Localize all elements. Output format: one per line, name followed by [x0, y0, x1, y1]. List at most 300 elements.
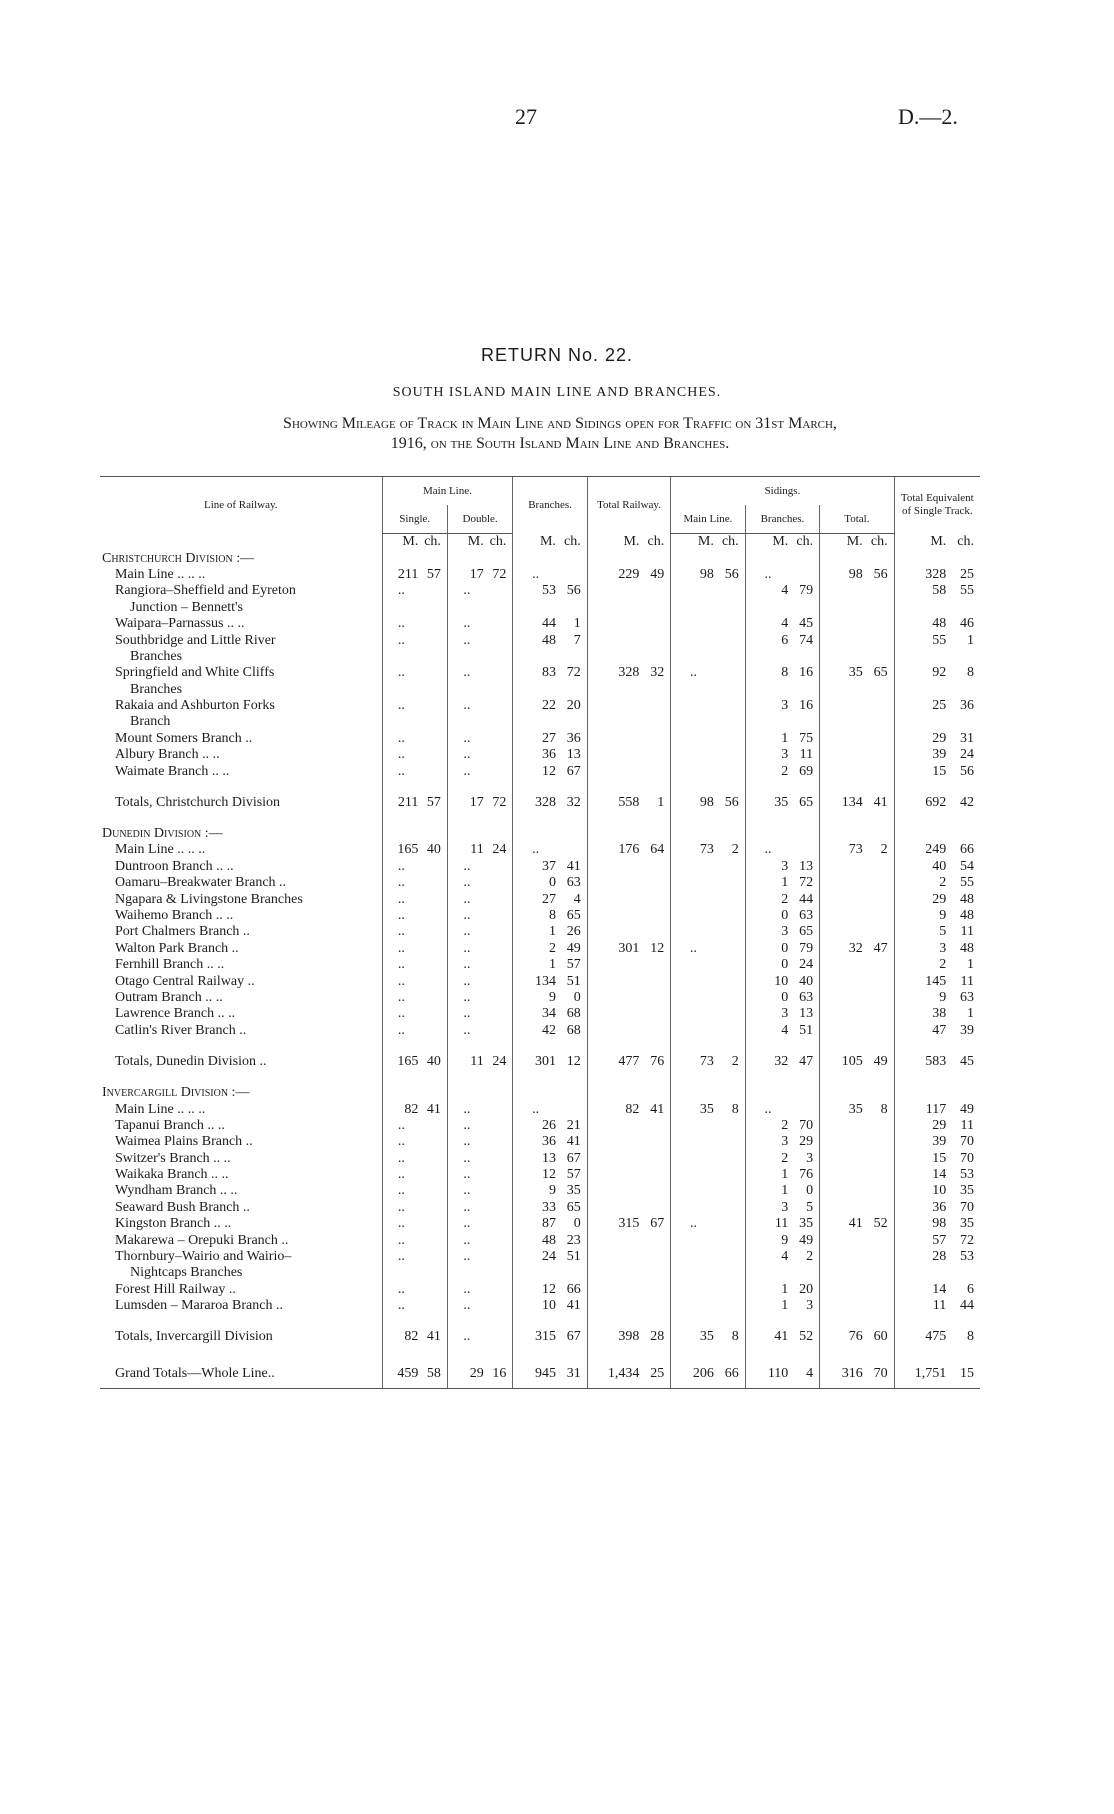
miles-cell — [382, 1314, 420, 1324]
chains-cell — [716, 1039, 745, 1049]
chains-cell: 68 — [566, 1022, 581, 1038]
miles-cell: 14 — [894, 1167, 948, 1183]
chains-cell — [865, 583, 894, 599]
miles-cell: .. — [382, 616, 420, 632]
chains-cell — [865, 1134, 894, 1150]
chains-cell — [716, 924, 745, 940]
miles-cell: .. — [671, 941, 716, 957]
chains-cell — [420, 1265, 447, 1281]
chains-cell — [486, 1167, 513, 1183]
chains-cell — [641, 747, 670, 763]
chains-cell — [486, 1134, 513, 1150]
chains-cell — [716, 1265, 745, 1281]
chains-cell: 65 — [566, 1199, 581, 1215]
chains-cell — [486, 632, 513, 648]
miles-cell: 6 — [745, 632, 790, 648]
miles-cell: 17 — [447, 567, 485, 583]
chains-cell — [716, 780, 745, 790]
line-name: Otago Central Railway .. — [115, 973, 255, 989]
chains-cell — [420, 859, 447, 875]
chains-cell — [486, 990, 513, 1006]
chains-cell — [558, 1101, 587, 1117]
chains-cell: 11 — [960, 973, 974, 989]
page-number: 27 — [515, 104, 537, 129]
miles-cell: .. — [447, 957, 485, 973]
chains-cell — [790, 826, 819, 842]
chains-cell: 12 — [650, 940, 665, 956]
miles-cell — [671, 973, 716, 989]
miles-cell — [745, 1265, 790, 1281]
chains-cell — [865, 1282, 894, 1298]
chains-cell — [486, 1085, 513, 1101]
chains-cell — [716, 763, 745, 779]
chains-cell — [716, 1249, 745, 1265]
miles-cell: .. — [382, 1134, 420, 1150]
chains-cell: 35 — [799, 1216, 814, 1232]
chains-cell: 31 — [558, 1360, 587, 1389]
chains-cell — [558, 649, 587, 665]
chains-cell — [641, 908, 670, 924]
miles-cell — [671, 826, 716, 842]
miles-cell: .. — [382, 1298, 420, 1314]
chains-cell — [486, 1282, 513, 1298]
miles-cell — [587, 990, 641, 1006]
miles-cell — [513, 682, 558, 698]
chains-cell: 15 — [948, 1360, 980, 1389]
miles-cell: 477 — [587, 1049, 641, 1075]
miles-cell: 10 — [745, 973, 790, 989]
chains-cell — [486, 1200, 513, 1216]
miles-cell: 98 — [820, 567, 865, 583]
miles-cell — [382, 816, 420, 826]
spacer-cell — [100, 1075, 382, 1085]
miles-cell — [745, 1075, 790, 1085]
chains-cell — [790, 816, 819, 826]
miles-cell — [745, 780, 790, 790]
miles-cell — [513, 550, 558, 566]
miles-cell: .. — [447, 1282, 485, 1298]
miles-cell — [671, 649, 716, 665]
chains-cell — [641, 1298, 670, 1314]
miles-cell: 475 — [894, 1324, 948, 1350]
chains-cell — [420, 1249, 447, 1265]
miles-cell: 12 — [513, 1282, 558, 1298]
miles-cell — [447, 550, 485, 566]
chains-cell — [865, 1298, 894, 1314]
chains-cell: 65 — [566, 908, 581, 923]
miles-cell: 0 — [513, 875, 558, 891]
chains-cell — [641, 632, 670, 648]
chains-cell: 0 — [573, 1216, 581, 1232]
chains-cell: 56 — [566, 583, 581, 599]
miles-cell — [671, 1232, 716, 1248]
miles-cell: 29 — [447, 1360, 485, 1389]
miles-cell: 1 — [513, 924, 558, 940]
chains-cell — [948, 714, 980, 730]
chains-cell: 52 — [873, 1216, 888, 1232]
miles-cell: .. — [382, 908, 420, 924]
chains-cell — [486, 816, 513, 826]
miles-cell: 3 — [745, 1006, 790, 1022]
chains-cell — [716, 1118, 745, 1134]
unit-label-row — [100, 534, 980, 551]
chains-cell — [558, 567, 587, 583]
miles-cell: 558 — [587, 790, 641, 816]
chains-cell — [865, 1039, 894, 1049]
chains-cell — [641, 600, 670, 616]
miles-cell — [587, 632, 641, 648]
chains-cell — [420, 1006, 447, 1022]
chains-cell: 49 — [960, 1101, 974, 1117]
miles-cell — [587, 1118, 641, 1134]
miles-cell: 4 — [745, 583, 790, 599]
chains-cell — [865, 714, 894, 730]
miles-cell — [894, 1075, 948, 1085]
chains-cell: 41 — [650, 1101, 665, 1117]
chains-cell: 41 — [426, 1329, 441, 1345]
chains-cell — [486, 941, 513, 957]
chains-cell — [420, 665, 447, 681]
miles-cell: .. — [513, 842, 558, 858]
miles-cell — [587, 1167, 641, 1183]
chains-cell: ch. — [721, 534, 739, 550]
miles-cell — [820, 1151, 865, 1167]
table-row — [100, 990, 980, 1006]
chains-cell — [641, 550, 670, 566]
miles-cell — [820, 990, 865, 1006]
chains-cell — [420, 941, 447, 957]
miles-cell — [587, 1151, 641, 1167]
chains-cell — [420, 990, 447, 1006]
chains-cell — [486, 859, 513, 875]
miles-cell — [671, 990, 716, 1006]
col-header-single: Single. — [382, 505, 447, 534]
chains-cell: 13 — [799, 858, 814, 874]
chains-cell: ch. — [870, 534, 888, 550]
chains-cell: 63 — [799, 989, 814, 1005]
chains-cell: 25 — [960, 566, 974, 582]
miles-cell — [745, 816, 790, 826]
miles-cell: 328 — [587, 665, 641, 681]
chains-cell — [790, 567, 819, 583]
chains-cell: 57 — [426, 794, 441, 810]
chains-cell — [486, 583, 513, 599]
miles-cell: .. — [447, 616, 485, 632]
spacer-row — [100, 1350, 980, 1360]
miles-cell: 87 — [513, 1216, 558, 1232]
miles-cell: 40 — [894, 859, 948, 875]
table-row — [100, 1134, 980, 1150]
miles-cell — [587, 924, 641, 940]
chains-cell: 44 — [960, 1298, 974, 1314]
chains-cell — [420, 550, 447, 566]
line-name: Branches — [130, 648, 183, 664]
chains-cell: 42 — [960, 794, 974, 810]
miles-cell: 3 — [745, 924, 790, 940]
miles-cell — [447, 816, 485, 826]
chains-cell — [790, 1039, 819, 1049]
division-heading: Dunedin Division :— — [102, 826, 223, 842]
miles-cell: 26 — [513, 1118, 558, 1134]
chains-cell — [420, 908, 447, 924]
miles-cell: .. — [447, 583, 485, 599]
chains-cell — [486, 1006, 513, 1022]
miles-cell: .. — [382, 891, 420, 907]
spacer-row — [100, 816, 980, 826]
miles-cell — [671, 1350, 716, 1360]
chains-cell: 16 — [486, 1360, 513, 1389]
miles-cell — [513, 1085, 558, 1101]
chains-cell: 52 — [799, 1329, 814, 1345]
line-name: Waipara–Parnassus .. .. — [115, 616, 245, 632]
chains-cell: 41 — [566, 858, 581, 874]
chains-cell — [865, 1118, 894, 1134]
chains-cell: 66 — [716, 1360, 745, 1389]
chains-cell — [716, 1183, 745, 1199]
miles-cell — [820, 780, 865, 790]
miles-cell: 58 — [894, 583, 948, 599]
line-name: Thornbury–Wairio and Wairio– — [115, 1249, 292, 1265]
chains-cell: 47 — [799, 1053, 814, 1069]
chains-cell — [716, 583, 745, 599]
chains-cell — [420, 924, 447, 940]
line-name: Mount Somers Branch .. — [115, 730, 253, 746]
division-total-label: Totals, Dunedin Division .. — [115, 1053, 267, 1069]
chains-cell — [486, 600, 513, 616]
chains-cell — [790, 550, 819, 566]
chains-cell — [486, 957, 513, 973]
miles-cell: 15 — [894, 1151, 948, 1167]
division-heading-row — [100, 1085, 980, 1101]
miles-cell: .. — [447, 1006, 485, 1022]
chains-cell — [865, 550, 894, 566]
chains-cell: 16 — [799, 698, 814, 714]
miles-cell — [587, 780, 641, 790]
chains-cell — [486, 1039, 513, 1049]
miles-cell — [513, 826, 558, 842]
chains-cell: 54 — [960, 858, 974, 874]
miles-cell: 38 — [894, 1006, 948, 1022]
miles-cell — [587, 891, 641, 907]
miles-cell: .. — [447, 1167, 485, 1183]
miles-cell: 4 — [745, 616, 790, 632]
miles-cell — [587, 1350, 641, 1360]
miles-cell — [587, 1249, 641, 1265]
chains-cell: 24 — [799, 957, 814, 973]
chains-cell — [948, 1075, 980, 1085]
table-row — [100, 1282, 980, 1298]
chains-cell — [865, 816, 894, 826]
spacer-cell — [100, 1039, 382, 1049]
chains-cell: 1 — [573, 616, 581, 632]
table-row — [100, 698, 980, 714]
chains-cell — [865, 1023, 894, 1039]
chains-cell — [558, 826, 587, 842]
miles-cell: 33 — [513, 1200, 558, 1216]
miles-cell — [447, 1039, 485, 1049]
miles-cell — [671, 891, 716, 907]
miles-cell: .. — [447, 1249, 485, 1265]
miles-cell: 82 — [382, 1324, 420, 1350]
miles-cell: 4 — [745, 1249, 790, 1265]
miles-cell: 459 — [382, 1360, 420, 1389]
chains-cell — [486, 747, 513, 763]
table-row — [100, 583, 980, 599]
col-header-branches: Branches. — [513, 477, 587, 534]
miles-cell — [745, 649, 790, 665]
miles-cell — [671, 816, 716, 826]
chains-cell — [420, 1118, 447, 1134]
chains-cell — [420, 763, 447, 779]
chains-cell: 16 — [799, 665, 814, 681]
miles-cell: .. — [671, 665, 716, 681]
table-row — [100, 632, 980, 648]
table-row — [100, 1167, 980, 1183]
miles-cell: 25 — [894, 698, 948, 714]
miles-cell: 10 — [894, 1183, 948, 1199]
miles-cell — [820, 875, 865, 891]
miles-cell: .. — [447, 698, 485, 714]
line-name: Lawrence Branch .. .. — [115, 1006, 236, 1022]
table-row — [100, 747, 980, 763]
chains-cell — [486, 1101, 513, 1117]
miles-cell — [587, 1006, 641, 1022]
chains-cell: 72 — [566, 665, 581, 681]
miles-cell: 110 — [745, 1360, 790, 1389]
miles-cell: .. — [382, 875, 420, 891]
miles-cell: 35 — [745, 790, 790, 816]
chains-cell — [420, 731, 447, 747]
miles-cell: .. — [745, 567, 790, 583]
miles-cell — [820, 859, 865, 875]
miles-cell: 0 — [745, 941, 790, 957]
miles-cell — [447, 1075, 485, 1085]
chains-cell: 11 — [960, 1117, 974, 1133]
chains-cell — [641, 1134, 670, 1150]
chains-cell — [420, 826, 447, 842]
chains-cell — [420, 1282, 447, 1298]
chains-cell — [486, 908, 513, 924]
miles-cell: 11 — [447, 842, 485, 858]
chains-cell: ch. — [424, 534, 441, 550]
miles-cell — [820, 649, 865, 665]
spacer-cell — [100, 816, 382, 826]
miles-cell: .. — [382, 924, 420, 940]
chains-cell — [420, 1023, 447, 1039]
chains-cell: 45 — [799, 616, 814, 632]
miles-cell: .. — [745, 842, 790, 858]
chains-cell: 66 — [566, 1281, 581, 1297]
miles-cell: .. — [382, 1183, 420, 1199]
chains-cell — [486, 1075, 513, 1085]
chains-cell — [948, 1085, 980, 1101]
miles-cell — [820, 1006, 865, 1022]
chains-cell — [420, 1151, 447, 1167]
miles-cell — [894, 1085, 948, 1101]
chains-cell — [641, 1200, 670, 1216]
miles-cell: 1 — [745, 1167, 790, 1183]
miles-cell — [587, 859, 641, 875]
chains-cell — [486, 1324, 513, 1350]
miles-cell — [587, 682, 641, 698]
miles-cell — [820, 924, 865, 940]
chains-cell: 25 — [641, 1360, 670, 1389]
table-row — [100, 1265, 980, 1281]
miles-cell: 11 — [447, 1049, 485, 1075]
chains-cell: 53 — [960, 1167, 974, 1183]
miles-cell: 315 — [513, 1324, 558, 1350]
miles-cell: .. — [447, 1200, 485, 1216]
miles-cell: .. — [447, 973, 485, 989]
miles-cell — [382, 600, 420, 616]
miles-cell — [894, 1039, 948, 1049]
miles-cell: .. — [447, 665, 485, 681]
miles-cell — [820, 1075, 865, 1085]
miles-cell: 2 — [745, 763, 790, 779]
line-name: Outram Branch .. .. — [115, 989, 223, 1005]
miles-cell — [513, 1350, 558, 1360]
miles-cell — [820, 1167, 865, 1183]
chains-cell: 2 — [731, 1053, 739, 1069]
chains-cell: 0 — [573, 989, 581, 1005]
miles-cell: .. — [513, 1101, 558, 1117]
miles-cell — [820, 1183, 865, 1199]
chains-cell — [486, 682, 513, 698]
chains-cell: 39 — [960, 1022, 974, 1038]
chains-cell — [716, 731, 745, 747]
miles-cell: 82 — [587, 1101, 641, 1117]
miles-cell: 165 — [382, 842, 420, 858]
table-row — [100, 616, 980, 632]
chains-cell — [420, 1183, 447, 1199]
chains-cell: 67 — [566, 1329, 581, 1345]
miles-cell: .. — [513, 567, 558, 583]
miles-cell — [745, 1350, 790, 1360]
miles-cell: 98 — [671, 567, 716, 583]
miles-cell: 945 — [513, 1360, 558, 1389]
chains-cell — [865, 1075, 894, 1085]
chains-cell — [865, 1350, 894, 1360]
chains-cell: 4 — [573, 891, 581, 907]
chains-cell — [865, 763, 894, 779]
chains-cell: 29 — [799, 1134, 814, 1150]
miles-cell: 15 — [894, 763, 948, 779]
miles-cell: .. — [382, 583, 420, 599]
miles-cell — [587, 1134, 641, 1150]
miles-cell — [587, 908, 641, 924]
chains-cell — [558, 714, 587, 730]
miles-cell — [513, 649, 558, 665]
chains-cell — [641, 1265, 670, 1281]
chains-cell: 56 — [724, 566, 739, 582]
miles-cell: .. — [447, 941, 485, 957]
miles-cell — [820, 1282, 865, 1298]
line-name: Switzer's Branch .. .. — [115, 1150, 231, 1166]
miles-cell: 8 — [513, 908, 558, 924]
miles-cell — [587, 600, 641, 616]
miles-cell — [447, 682, 485, 698]
miles-cell: 0 — [745, 957, 790, 973]
chains-cell: 49 — [566, 940, 581, 956]
line-name: Southbridge and Little River — [115, 632, 276, 648]
miles-cell: 316 — [820, 1360, 865, 1389]
chains-cell — [641, 826, 670, 842]
chains-cell — [716, 875, 745, 891]
miles-cell — [894, 682, 948, 698]
miles-cell — [587, 1298, 641, 1314]
chains-cell — [716, 1134, 745, 1150]
chains-cell: 63 — [960, 989, 974, 1005]
